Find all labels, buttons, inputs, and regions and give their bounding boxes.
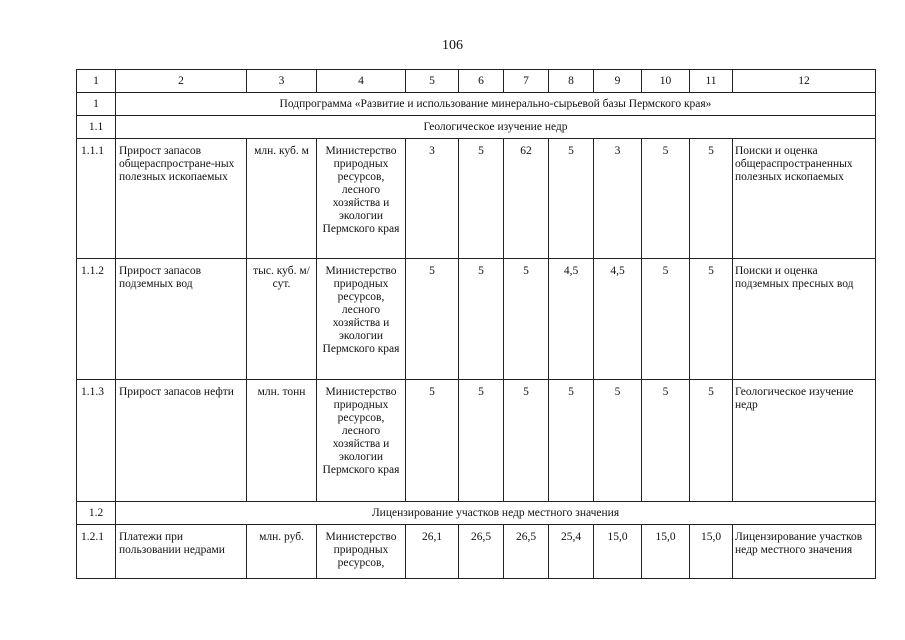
header-cell: 5 (406, 70, 459, 93)
header-cell: 10 (642, 70, 690, 93)
table-row (77, 380, 876, 502)
responsible: Министерство природных ресурсов, лесного хозяйства и экологии Пермского края (317, 259, 406, 380)
value-cell: 3 (406, 139, 459, 259)
value-cell: 5 (459, 139, 504, 259)
value-cell: 5 (690, 259, 733, 380)
unit: млн. куб. м (247, 139, 317, 259)
value-cell: 15,0 (690, 525, 733, 579)
value-cell: 26,5 (504, 525, 549, 579)
responsible: Министерство природных ресурсов, лесного хозяйства и экологии Пермского края (317, 139, 406, 259)
indicator-name: Прирост запасов общераспростране-ных полезных ископаемых (116, 139, 247, 259)
subprogram-number: 1 (77, 93, 116, 116)
page-number: 106 (442, 38, 463, 53)
value-cell: 5 (690, 380, 733, 502)
indicator-name: Прирост запасов нефти (116, 380, 247, 502)
header-cell: 2 (116, 70, 247, 93)
value-cell: 25,4 (549, 525, 594, 579)
row-number: 1.1.2 (77, 259, 116, 380)
responsible: Министерство природных ресурсов, лесного хозяйства и экологии Пермского края (317, 380, 406, 502)
value-cell: 5 (504, 259, 549, 380)
header-cell: 1 (77, 70, 116, 93)
row-number: 1.1.3 (77, 380, 116, 502)
indicator-name: Платежи при пользовании недрами (116, 525, 247, 579)
table-row (77, 139, 876, 259)
value-cell: 5 (642, 380, 690, 502)
section-number: 1.1 (77, 116, 116, 139)
section-number: 1.2 (77, 502, 116, 525)
value-cell: 62 (504, 139, 549, 259)
value-cell: 4,5 (549, 259, 594, 380)
header-cell: 7 (504, 70, 549, 93)
header-row (77, 70, 876, 93)
note: Лицензирование участков недр местного значения (733, 525, 876, 579)
section-title: Геологическое изучение недр (116, 116, 876, 139)
value-cell: 5 (406, 259, 459, 380)
header-cell: 9 (594, 70, 642, 93)
unit: тыс. куб. м/сут. (247, 259, 317, 380)
value-cell: 4,5 (594, 259, 642, 380)
note: Поиски и оценка подземных пресных вод (733, 259, 876, 380)
value-cell: 5 (549, 380, 594, 502)
value-cell: 26,5 (459, 525, 504, 579)
responsible: Министерство природных ресурсов, (317, 525, 406, 579)
section-row (77, 116, 876, 139)
value-cell: 15,0 (594, 525, 642, 579)
header-cell: 8 (549, 70, 594, 93)
value-cell: 5 (690, 139, 733, 259)
header-cell: 4 (317, 70, 406, 93)
table-row (77, 259, 876, 380)
table-row (77, 525, 876, 579)
unit: млн. тонн (247, 380, 317, 502)
value-cell: 26,1 (406, 525, 459, 579)
row-number: 1.1.1 (77, 139, 116, 259)
subprogram-title: Подпрограмма «Развитие и использование минерально-сырьевой базы Пермского края» (116, 93, 876, 116)
value-cell: 5 (549, 139, 594, 259)
value-cell: 5 (642, 259, 690, 380)
header-cell: 12 (733, 70, 876, 93)
value-cell: 15,0 (642, 525, 690, 579)
value-cell: 3 (594, 139, 642, 259)
program-table (76, 69, 876, 579)
value-cell: 5 (594, 380, 642, 502)
note: Поиски и оценка общераспространенных полезных ископаемых (733, 139, 876, 259)
value-cell: 5 (459, 380, 504, 502)
value-cell: 5 (459, 259, 504, 380)
note: Геологическое изучение недр (733, 380, 876, 502)
unit: млн. руб. (247, 525, 317, 579)
row-number: 1.2.1 (77, 525, 116, 579)
subprogram-row (77, 93, 876, 116)
section-row (77, 502, 876, 525)
indicator-name: Прирост запасов подземных вод (116, 259, 247, 380)
header-cell: 3 (247, 70, 317, 93)
value-cell: 5 (642, 139, 690, 259)
value-cell: 5 (504, 380, 549, 502)
header-cell: 11 (690, 70, 733, 93)
header-cell: 6 (459, 70, 504, 93)
section-title: Лицензирование участков недр местного значения (116, 502, 876, 525)
value-cell: 5 (406, 380, 459, 502)
